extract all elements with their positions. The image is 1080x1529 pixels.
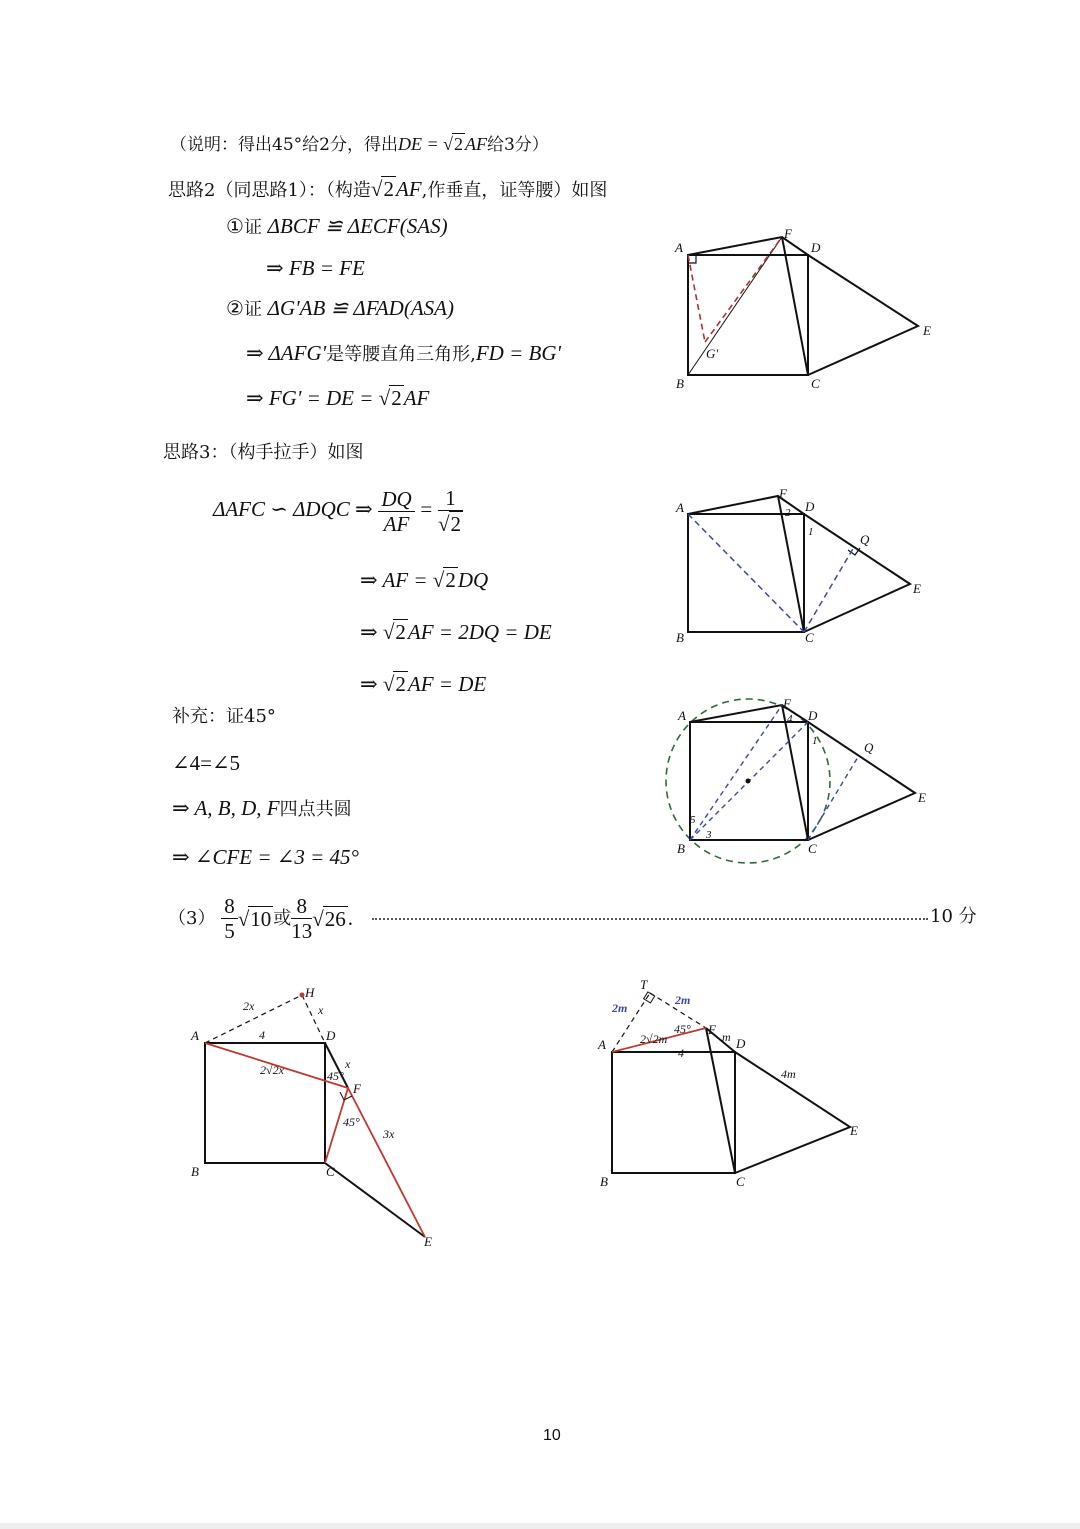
label-c: C (811, 376, 820, 391)
label-c: C (805, 630, 814, 645)
label-c: C (736, 1174, 745, 1189)
label-a: A (676, 500, 684, 515)
label-a: A (675, 240, 683, 255)
label-q: Q (864, 740, 874, 755)
len-2m-left: 2m (612, 1001, 628, 1015)
len-4: 4 (259, 1028, 265, 1042)
len-2x: 2x (243, 999, 255, 1013)
label-h: H (305, 985, 315, 1000)
label-f: F (779, 488, 787, 501)
part3-answer: （3） $\frac{8}{5}$ √10 或 $\frac{8}{13}$ √26. (168, 894, 353, 944)
segment-fc (782, 705, 808, 840)
circle-center (746, 779, 751, 784)
label-t: T (640, 977, 648, 992)
label-b: B (600, 1174, 608, 1189)
label-f: F (783, 696, 791, 711)
label-a: A (191, 1028, 199, 1043)
segment-fc (778, 496, 804, 632)
score-leader-dots (372, 918, 928, 920)
page-bottom-edge (0, 1523, 1080, 1529)
dashed-gf (705, 237, 782, 342)
supplement-heading: 补充：证45° (172, 706, 276, 727)
thought2-step2-result2: ⇒ FG' = DE = √2AF (246, 386, 430, 410)
angle-3: 3 (706, 829, 712, 841)
segment-fc (706, 1028, 735, 1173)
label-f: F (708, 1022, 716, 1037)
supplement-line2: ⇒ A, B, D, F四点共圆 (172, 796, 352, 820)
angle-45-top: 45° (327, 1069, 344, 1083)
len-x-top: x (318, 1003, 324, 1017)
thought2-step1: ①证 ΔBCF ≌ ΔECF(SAS) (226, 214, 448, 238)
len-2r2x: 2√2x (260, 1063, 284, 1077)
thought3-line2: ⇒ AF = √2DQ (360, 568, 489, 592)
len-2m-right: 2m (675, 993, 691, 1007)
supplement-line1: ∠4=∠5 (172, 751, 241, 775)
thought3-heading: 思路3：（构手拉手）如图 (163, 442, 364, 463)
len-4m: 4m (781, 1067, 796, 1081)
angle-45: 45° (674, 1022, 691, 1036)
page-number: 10 (543, 1427, 561, 1444)
label-d: D (326, 1028, 336, 1043)
label-b: B (676, 376, 684, 391)
len-2r2m: 2√2m (640, 1032, 668, 1046)
label-e: E (918, 790, 926, 805)
figure-supplement (660, 692, 935, 867)
triangle-dec (808, 255, 918, 375)
len-m: m (722, 1030, 731, 1044)
angle-5: 5 (690, 814, 696, 826)
angle-1: 1 (808, 526, 814, 538)
angle-2: 2 (785, 507, 791, 519)
thought2-step2: ②证 ΔG'AB ≌ ΔFAD(ASA) (226, 296, 454, 320)
square-abcd (612, 1052, 735, 1173)
label-d: D (736, 1036, 746, 1051)
label-b: B (191, 1164, 199, 1179)
segment-fc (782, 237, 808, 375)
label-b: B (677, 841, 685, 856)
triangle-dec (808, 722, 915, 840)
label-c: C (808, 841, 817, 856)
angle-1: 1 (812, 735, 818, 747)
segment-ce (325, 1163, 425, 1237)
thought3-line1: ΔAFC ∽ ΔDQC ⇒ $\frac{DQ}{AF}$ = $\frac{1}{√2}$ (213, 486, 462, 537)
label-a: A (678, 708, 686, 723)
angle-4: 4 (787, 713, 793, 725)
label-f: F (353, 1081, 361, 1096)
segment-fb (688, 237, 782, 375)
label-e: E (913, 581, 921, 596)
figure-thought2 (670, 226, 940, 396)
figure-part3-case2 (590, 972, 875, 1192)
label-e: E (850, 1123, 858, 1138)
supplement-line3: ⇒ ∠CFE = ∠3 = 45° (172, 845, 359, 869)
dashed-bf (690, 705, 782, 840)
label-d: D (808, 708, 818, 723)
label-d: D (811, 240, 821, 255)
dashed-cq (804, 547, 854, 632)
triangle-dec (804, 514, 910, 632)
thought2-heading: 思路2（同思路1）：（构造√2AF,作垂直，证等腰）如图 (168, 177, 608, 201)
label-e: E (424, 1234, 432, 1249)
len-3x: 3x (383, 1127, 395, 1141)
len-x-mid: x (345, 1057, 351, 1071)
angle-45-bottom: 45° (343, 1115, 360, 1129)
label-a: A (598, 1037, 606, 1052)
scoring-note: （说明：得出45°给2分，得出DE = √2 AF给3分） (170, 134, 549, 155)
fraction-8-5: $\frac{8}{5}$ (221, 894, 238, 943)
fraction-one-over-sqrt2: $\frac{1}{√2}$ (437, 486, 462, 537)
part3-score: 10 分 (930, 906, 977, 927)
red-fe (348, 1088, 425, 1237)
label-c: C (326, 1164, 335, 1179)
label-e: E (923, 323, 931, 338)
label-q: Q (860, 532, 870, 547)
fraction-8-13: $\frac{8}{13}$ (291, 894, 313, 944)
label-b: B (676, 630, 684, 645)
fraction-dq-af: $\frac{DQ}{AF}$ (378, 487, 414, 536)
label-d: D (805, 499, 815, 514)
thought3-line4: ⇒ √2AF = DE (360, 672, 487, 696)
dashed-ag (688, 255, 705, 342)
figure-part3-case1 (185, 980, 450, 1250)
right-angle-t (644, 992, 655, 1003)
thought2-step1-result: ⇒ FB = FE (266, 256, 365, 280)
point-h (300, 993, 305, 998)
thought2-step2-result1: ⇒ ΔAFG'是等腰直角三角形,FD = BG' (246, 341, 561, 365)
len-4: 4 (678, 1046, 684, 1060)
thought3-line3: ⇒ √2AF = 2DQ = DE (360, 620, 552, 644)
figure-thought3 (670, 488, 935, 646)
label-f: F (784, 226, 792, 241)
dashed-ac (688, 514, 804, 632)
label-g: G' (706, 346, 719, 361)
